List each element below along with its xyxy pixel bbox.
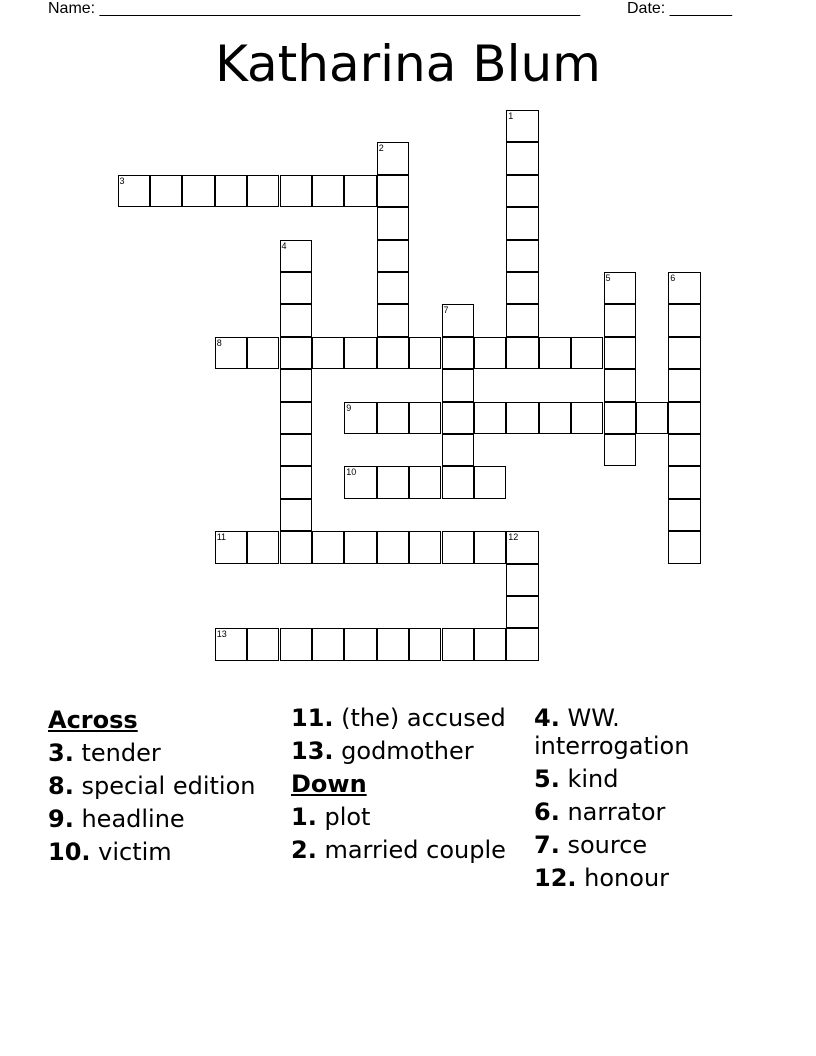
grid-cell[interactable] (312, 628, 344, 660)
grid-cell[interactable] (377, 337, 409, 369)
grid-cell[interactable] (215, 628, 247, 660)
clue-text: (the) accused (341, 704, 506, 732)
clue-text: tender (81, 739, 161, 767)
grid-cell[interactable] (442, 304, 474, 336)
grid-cell[interactable] (409, 628, 441, 660)
grid-cell[interactable] (506, 531, 538, 563)
clue-number: 12. (534, 864, 577, 892)
clue-text: victim (98, 838, 172, 866)
grid-cell[interactable] (377, 466, 409, 498)
grid-cell[interactable] (377, 531, 409, 563)
grid-cell[interactable] (506, 628, 538, 660)
clue-text: WW. interrogation (534, 704, 690, 760)
grid-cell[interactable] (280, 337, 312, 369)
grid-cell[interactable] (182, 175, 214, 207)
grid-cell[interactable] (280, 531, 312, 563)
grid-cell[interactable] (604, 369, 636, 401)
grid-cell[interactable] (344, 402, 376, 434)
grid-cell[interactable] (506, 207, 538, 239)
grid-cell[interactable] (668, 499, 700, 531)
grid-cell[interactable] (377, 304, 409, 336)
across-heading: Across (48, 706, 138, 734)
clue-number: 3. (48, 739, 74, 767)
grid-cell[interactable] (312, 531, 344, 563)
cell-number: 12 (508, 532, 519, 543)
clue-number: 6. (534, 798, 560, 826)
grid-cell[interactable] (344, 337, 376, 369)
grid-cell[interactable] (604, 402, 636, 434)
grid-cell[interactable] (150, 175, 182, 207)
clue-down-2 (291, 836, 521, 864)
grid-cell[interactable] (247, 531, 279, 563)
grid-cell[interactable] (506, 304, 538, 336)
grid-cell[interactable] (118, 175, 150, 207)
grid-cell[interactable] (280, 628, 312, 660)
grid-cell[interactable] (571, 337, 603, 369)
clue-number: 5. (534, 765, 560, 793)
clue-text: married couple (324, 836, 506, 864)
grid-cell[interactable] (668, 466, 700, 498)
grid-cell[interactable] (571, 402, 603, 434)
grid-cell[interactable] (344, 628, 376, 660)
grid-cell[interactable] (344, 175, 376, 207)
clue-across-13 (291, 737, 521, 765)
cell-number: 7 (443, 305, 449, 316)
grid-cell[interactable] (409, 402, 441, 434)
grid-cell[interactable] (409, 531, 441, 563)
grid-cell[interactable] (474, 628, 506, 660)
clue-down-4 (534, 704, 764, 760)
cell-number: 13 (216, 629, 227, 640)
grid-cell[interactable] (280, 272, 312, 304)
grid-cell[interactable] (668, 369, 700, 401)
down-heading: Down (291, 770, 367, 798)
cell-number: 5 (605, 273, 611, 283)
grid-cell[interactable] (215, 337, 247, 369)
grid-cell[interactable] (506, 272, 538, 304)
grid-cell[interactable] (280, 434, 312, 466)
grid-cell[interactable] (280, 175, 312, 207)
cell-number: 6 (670, 273, 676, 283)
grid-cell[interactable] (247, 337, 279, 369)
grid-cell[interactable] (280, 499, 312, 531)
clue-number: 2. (291, 836, 317, 864)
grid-cell[interactable] (377, 240, 409, 272)
grid-cell[interactable] (377, 272, 409, 304)
grid-cell[interactable] (474, 531, 506, 563)
grid-cell[interactable] (506, 337, 538, 369)
grid-cell[interactable] (280, 240, 312, 272)
clue-across-8 (48, 772, 278, 800)
grid-cell[interactable] (442, 628, 474, 660)
clue-number: 8. (48, 772, 74, 800)
grid-cell[interactable] (668, 272, 700, 304)
grid-cell[interactable] (344, 531, 376, 563)
grid-cell[interactable] (604, 337, 636, 369)
clue-text: narrator (567, 798, 666, 826)
grid-cell[interactable] (539, 402, 571, 434)
clue-text: plot (324, 803, 371, 831)
grid-cell[interactable] (506, 142, 538, 174)
grid-cell[interactable] (377, 402, 409, 434)
grid-cell[interactable] (409, 337, 441, 369)
clue-column-2 (291, 702, 521, 869)
grid-cell[interactable] (280, 369, 312, 401)
clue-column-1 (48, 702, 278, 871)
grid-cell[interactable] (280, 466, 312, 498)
grid-cell[interactable] (668, 402, 700, 434)
grid-cell[interactable] (344, 466, 376, 498)
clue-across-10 (48, 838, 278, 866)
clue-down-5 (534, 765, 764, 793)
clue-down-6 (534, 798, 764, 826)
grid-cell[interactable] (506, 175, 538, 207)
grid-cell[interactable] (506, 110, 538, 142)
grid-cell[interactable] (506, 402, 538, 434)
grid-cell[interactable] (474, 466, 506, 498)
grid-cell[interactable] (409, 466, 441, 498)
grid-cell[interactable] (215, 531, 247, 563)
grid-cell[interactable] (312, 337, 344, 369)
grid-cell[interactable] (442, 369, 474, 401)
grid-cell[interactable] (604, 434, 636, 466)
grid-cell[interactable] (280, 304, 312, 336)
clue-number: 1. (291, 803, 317, 831)
grid-cell[interactable] (247, 175, 279, 207)
grid-cell[interactable] (474, 402, 506, 434)
grid-cell[interactable] (312, 175, 344, 207)
grid-cell[interactable] (539, 337, 571, 369)
grid-cell[interactable] (604, 272, 636, 304)
date-field-line: Date: _______ (627, 0, 732, 17)
grid-cell[interactable] (377, 207, 409, 239)
grid-cell[interactable] (442, 466, 474, 498)
grid-cell[interactable] (377, 142, 409, 174)
clue-down-7 (534, 831, 764, 859)
clue-across-3 (48, 739, 278, 767)
grid-cell[interactable] (668, 531, 700, 563)
grid-cell[interactable] (506, 596, 538, 628)
cell-number: 9 (346, 402, 352, 413)
clue-number: 7. (534, 831, 560, 859)
clue-down-12 (534, 864, 764, 892)
grid-cell[interactable] (280, 402, 312, 434)
grid-cell[interactable] (506, 240, 538, 272)
grid-cell[interactable] (474, 337, 506, 369)
cell-number: 1 (508, 111, 514, 121)
grid-cell[interactable] (442, 402, 474, 434)
cell-number: 10 (346, 467, 357, 478)
clue-number: 9. (48, 805, 74, 833)
clue-text: godmother (341, 737, 474, 765)
clue-text: headline (81, 805, 185, 833)
grid-cell[interactable] (442, 434, 474, 466)
cell-number: 8 (216, 337, 222, 348)
cell-number: 3 (119, 175, 125, 186)
grid-cell[interactable] (442, 531, 474, 563)
clue-number: 4. (534, 704, 560, 732)
grid-cell[interactable] (377, 175, 409, 207)
cell-number: 2 (378, 143, 384, 154)
clue-across-11 (291, 704, 521, 732)
clue-text: source (567, 831, 648, 859)
name-field-line: Name: ______________________________________________________ (48, 0, 581, 17)
puzzle-title: Katharina Blum (215, 35, 601, 93)
grid-cell[interactable] (668, 434, 700, 466)
cell-number: 11 (216, 532, 227, 543)
clue-across-9 (48, 805, 278, 833)
clue-number: 10. (48, 838, 91, 866)
grid-cell[interactable] (442, 337, 474, 369)
grid-cell[interactable] (668, 337, 700, 369)
grid-cell[interactable] (636, 402, 668, 434)
clue-number: 13. (291, 737, 334, 765)
clue-number: 11. (291, 704, 334, 732)
cell-number: 4 (281, 240, 287, 251)
grid-cell[interactable] (668, 304, 700, 336)
clue-column-3 (534, 702, 764, 897)
grid-cell[interactable] (377, 628, 409, 660)
clue-text: special edition (81, 772, 256, 800)
grid-cell[interactable] (215, 175, 247, 207)
clue-down-1 (291, 803, 521, 831)
grid-cell[interactable] (506, 564, 538, 596)
clue-text: honour (584, 864, 670, 892)
grid-cell[interactable] (604, 304, 636, 336)
clue-text: kind (567, 765, 619, 793)
grid-cell[interactable] (247, 628, 279, 660)
